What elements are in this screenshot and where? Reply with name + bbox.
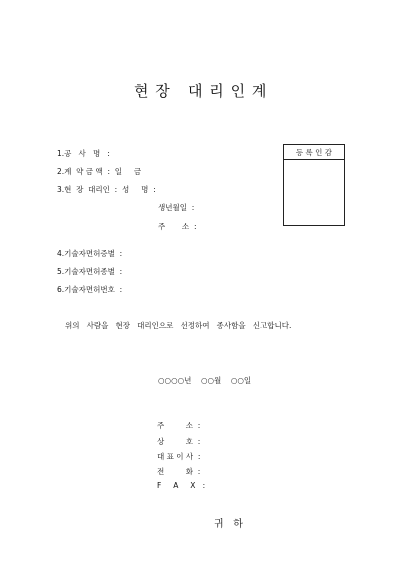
field-contract-amount: 2.계 약 금 액 : 일 금 <box>57 167 142 176</box>
addressee-label: 귀 하 <box>214 519 243 530</box>
signatory-phone-label: 전 화 : <box>157 467 201 476</box>
field-license-category: 4.기술자면허증별 : <box>57 249 123 258</box>
signatory-ceo-label: 대 표 이 사 : <box>157 452 201 461</box>
signatory-company-label: 상 호 : <box>157 437 201 446</box>
field-project-name: 1.공 사 명 : <box>57 149 110 158</box>
declaration-statement: 위의 사람을 현장 대리인으로 선정하여 종사함을 신고합니다. <box>65 321 292 330</box>
signatory-address-label: 주 소 : <box>157 421 201 430</box>
field-license-type: 5.기술자면허종별 : <box>57 267 123 276</box>
field-site-agent-birthdate: 생년월일 : <box>158 203 195 212</box>
registered-seal-box <box>283 144 345 226</box>
field-license-number: 6.기술자면허번호 : <box>57 285 123 294</box>
field-site-agent-name: 3.현 장 대리인 : 성 명 : <box>57 185 156 194</box>
document-date: ○○○○년 ○○월 ○○일 <box>158 376 252 385</box>
document-title: 현 장 대 리 인 계 <box>134 82 268 100</box>
field-site-agent-address: 주 소 : <box>158 222 197 231</box>
signatory-fax-label: F A X : <box>157 481 206 490</box>
registered-seal-label: 등 록 인 감 <box>284 145 344 160</box>
